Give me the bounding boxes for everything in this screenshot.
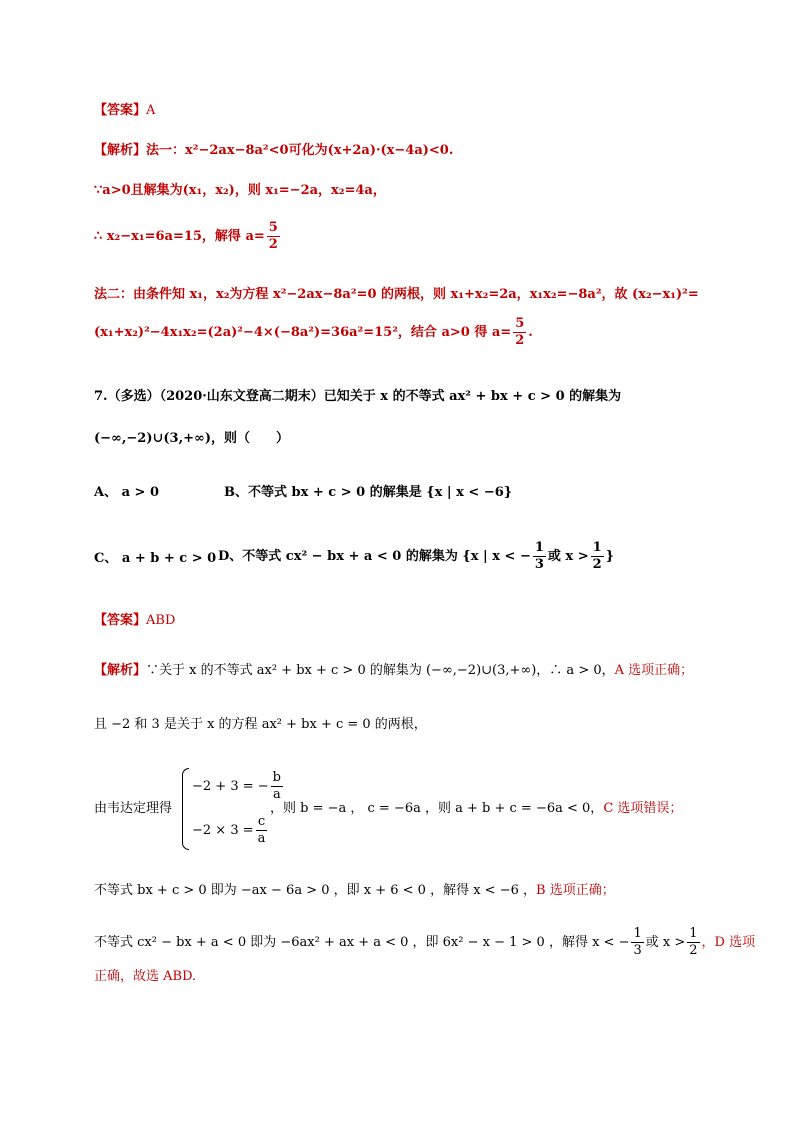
answer-tag: 【答案】 <box>94 103 147 118</box>
answer-tag: 【答案】 <box>94 613 147 628</box>
system-brace <box>182 768 189 850</box>
solution-line-3: ，则 b = −a ， c = −6a ，则 a + b + c = −6a < 0，C 选项错误； <box>270 801 683 816</box>
vieta-label: 由韦达定理得 <box>94 801 173 816</box>
option-d: D、不等式 cx² − bx + a < 0 的解集为 {x | x < − $\frac{1}{3}$ 或 x > $\frac{1}{2}$ } <box>218 540 615 572</box>
fraction: $\frac{1}{2}$ <box>689 926 698 958</box>
fraction: $\frac{5}{2}$ <box>268 220 278 252</box>
option-b: B、不等式 bx + c > 0 的解集是 {x | x < −6} <box>224 485 513 500</box>
fraction: $\frac{b}{a}$ <box>272 770 281 802</box>
fraction: $\frac{5}{2}$ <box>515 316 525 348</box>
solution-line-5: 不等式 cx² − bx + a < 0 即为 −6ax² + ax + a < 0 ，即 6x² − x − 1 > 0 ，解得 x < − $\frac{1}{3}$ 或 x > $\frac{1}{2}$ ，D 选项 <box>94 926 756 958</box>
question-stem-2: (−∞,−2)∪(3,+∞)，则（ ） <box>94 431 289 446</box>
fraction: $\frac{c}{a}$ <box>257 814 266 846</box>
vieta-equation-2: −2 × 3 = $\frac{c}{a}$ <box>192 814 266 846</box>
explanation-line-3: ∴ x₂−x₁=6a=15，解得 a= $\frac{5}{2}$ <box>94 220 278 252</box>
fraction: $\frac{1}{3}$ <box>534 540 544 572</box>
explanation-line-4: 法二：由条件知 x₁，x₂为方程 x²−2ax−8a²=0 的两根，则 x₁+x₂=2a，x₁x₂=−8a²，故 (x₂−x₁)²= <box>94 287 699 302</box>
answer-line-2 <box>94 612 175 630</box>
explanation-tag: 【解析】 <box>94 663 147 678</box>
answer-value: ABD <box>146 613 176 628</box>
vieta-equation-1: −2 + 3 = − $\frac{b}{a}$ <box>192 770 281 802</box>
answer-value: A <box>146 103 156 118</box>
solution-line-6: 正确，故选 ABD. <box>94 969 197 984</box>
fraction: $\frac{1}{2}$ <box>592 540 602 572</box>
option-a: A、 a > 0 <box>94 485 160 500</box>
solution-line-1: 【解析】∵关于 x 的不等式 ax² + bx + c > 0 的解集为 (−∞,−2)∪(3,+∞)，∴ a > 0，A 选项正确； <box>94 663 694 678</box>
fraction: $\frac{1}{3}$ <box>633 926 642 958</box>
explanation-line-5: (x₁+x₂)²−4x₁x₂=(2a)²−4×(−8a²)=36a²=15²，结合 a>0 得 a= $\frac{5}{2}$ . <box>94 316 533 348</box>
explanation-line-1: 【解析】法一：x²−2ax−8a²<0可化为(x+2a)·(x−4a)<0. <box>94 143 454 158</box>
explanation-tag: 【解析】 <box>94 143 147 158</box>
explanation-line-2: ∵a>0且解集为(x₁，x₂)，则 x₁=−2a，x₂=4a， <box>94 183 386 198</box>
question-stem: 7.（多选）（2020·山东文登高二期末）已知关于 x 的不等式 ax² + bx + c > 0 的解集为 <box>94 389 622 404</box>
solution-line-2: 且 −2 和 3 是关于 x 的方程 ax² + bx + c = 0 的两根， <box>94 717 427 732</box>
option-c: C、 a + b + c > 0 <box>94 551 217 566</box>
solution-line-4: 不等式 bx + c > 0 即为 −ax − 6a > 0 ，即 x + 6 < 0 ，解得 x < −6 ，B 选项正确； <box>94 883 615 898</box>
answer-line-1 <box>94 102 155 120</box>
